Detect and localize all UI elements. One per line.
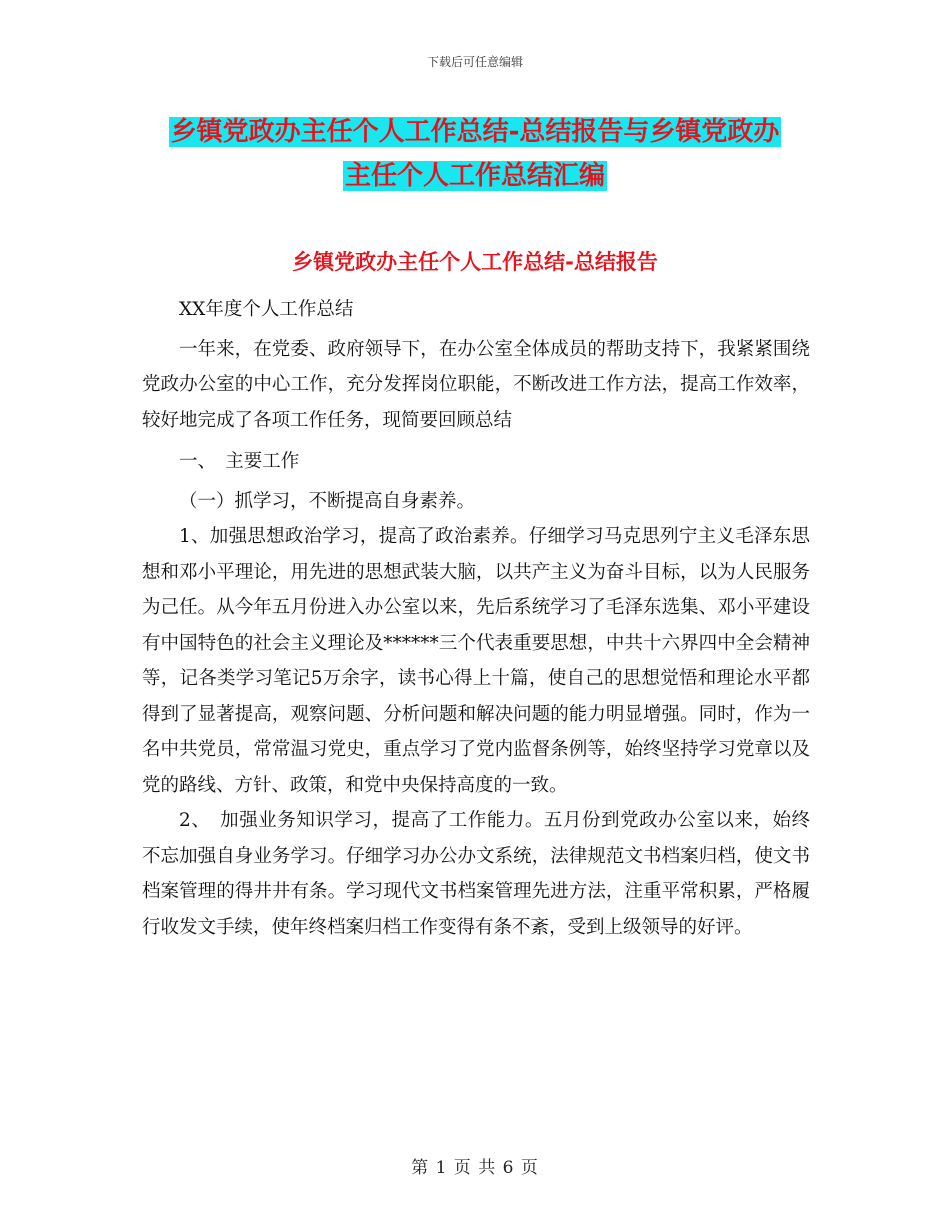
paragraph-year-title: XX年度个人工作总结 <box>179 299 354 320</box>
document-body <box>142 292 810 945</box>
page-footer: 第 1 页 共 6 页 <box>411 1158 539 1178</box>
main-title <box>0 110 950 198</box>
main-title-line-2: 主任个人工作总结汇编 <box>344 161 605 191</box>
paragraph-section-heading: 一、 主要工作 <box>179 451 300 472</box>
paragraph-intro: 一年来，在党委、政府领导下，在办公室全体成员的帮助支持下，我紧紧围绕党政办公室的中心工作，充分发挥岗位职能，不断改进工作方法，提高工作效率，较好地完成了各项工作任务，现简要回顾总结 <box>142 338 810 431</box>
sub-title: 乡镇党政办主任个人工作总结-总结报告 <box>292 250 658 274</box>
paragraph-item-2: 2、 加强业务知识学习，提高了工作能力。五月份到党政办公室以来，始终不忘加强自身业务学习。仔细学习办公办文系统，法律规范文书档案归档，使文书档案管理的得井井有条。学习现代文书档案管理先进方法，注重平常积累，严格履行收发文手续，使年终档案归档工作变得有条不紊，受到上级领导的好评。 <box>142 810 810 938</box>
header-note: 下载后可任意编辑 <box>426 55 523 69</box>
paragraph-subsection-heading: （一）抓学习，不断提高自身素养。 <box>179 490 476 512</box>
paragraph-item-1: 1、加强思想政治学习，提高了政治素养。仔细学习马克思列宁主义毛泽东思想和邓小平理论，用先进的思想武装大脑，以共产主义为奋斗目标，以为人民服务为己任。从今年五月份进入办公室以来，先后系统学习了毛泽东选集、邓小平建设有中国特色的社会主义理论及******三个代表重要思想，中共十六界四中全会精神等，记各类学习笔记5万余字，读书心得上十篇，使自己的思想觉悟和理论水平都得到了显著提高，观察问题、分析问题和解决问题的能力明显增强。同时，作为一名中共党员，常常温习党史，重点学习了党内监督条例等，始终坚持学习党章以及党的路线、方针、政策，和党中央保持高度的一致。 <box>142 526 810 796</box>
main-title-line-1: 乡镇党政办主任个人工作总结-总结报告与乡镇党政办 <box>170 117 780 147</box>
